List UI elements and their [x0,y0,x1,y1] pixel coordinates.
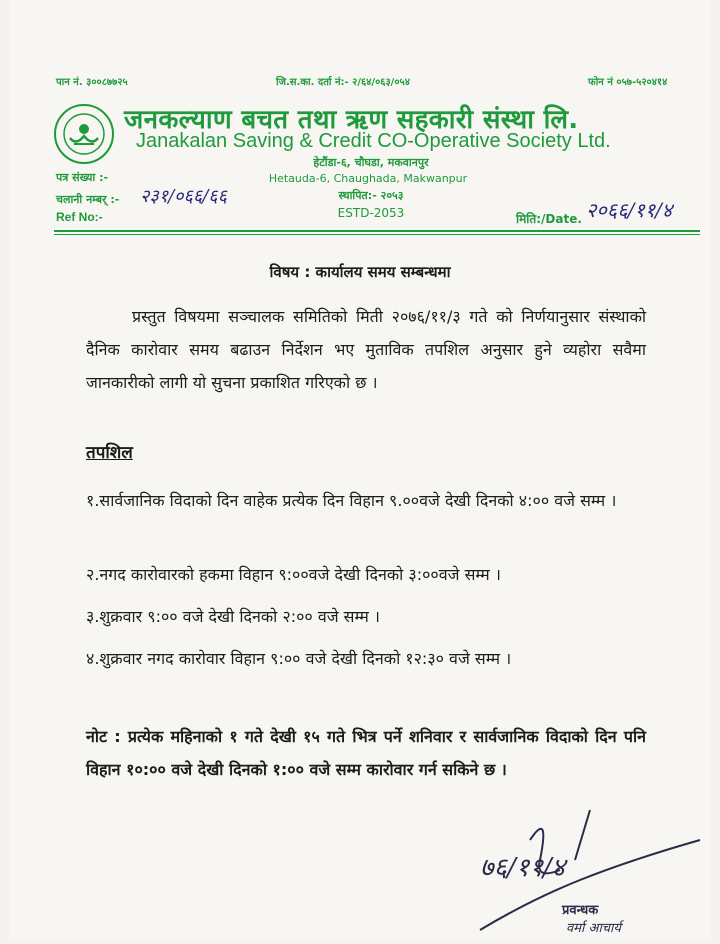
address-nepali: हेटौंडा-६, चौघडा, मकवानपुर [313,156,429,169]
intro-paragraph: प्रस्तुत विषयमा सञ्चालक समितिको मिती २०७६/११/३ गते को निर्णयानुसार संस्थाको दैनिक कारोवार समय बढाउन निर्देशन भए मुताविक तपशिल अनुसार हुने व्यहोरा सवैमा जानकारीको लागी यो सुचना प्रकाशित गरिएको छ । [86,307,646,392]
cooperative-logo-icon [54,104,114,164]
list-item: १.सार्वजानिक विदाको दिन वाहेक प्रत्येक दिन विहान ९.००वजे देखी दिनको ४:०० वजे सम्म । [86,491,617,510]
date-label: मिति:/Date. [516,212,582,226]
letter-number-label: पत्र संख्या :- [56,171,109,184]
signature-block [470,800,710,940]
header-divider [54,230,700,232]
organization-name-nepali: जनकल्याण बचत तथा ऋण सहकारी संस्था लि. [124,105,579,135]
details-heading: तपशिल [86,443,133,463]
signatory-name: वर्मा आचार्य [566,921,621,936]
signature-date: ७६/११/४ [480,853,566,883]
note-paragraph: नोट : प्रत्येक महिनाको १ गते देखी १५ गते भित्र पर्ने शनिवार र सार्वजानिक विदाको दिन पनि विहान १०:०० वजे देखी दिनको १:०० वजे सम्म कारोवार गर्न सकिने छ । [86,727,646,779]
phone-number: फोन नं ०५७-५२०४१४ [588,77,668,88]
address-english: Hetauda-6, Chaughada, Makwanpur [268,172,468,185]
list-item: २.नगद कारोवारको हकमा विहान ९:००वजे देखी दिनको ३:००वजे सम्म । [86,565,501,584]
dispatch-number-value: २३१/०६६/६६ [140,186,228,207]
dispatch-number-label: चलानी नम्बर् :- [56,193,120,206]
header-divider-thin [54,234,700,235]
established-nepali: स्थापित:- २०५३ [338,189,404,202]
established-english: ESTD-2053 [337,206,405,220]
list-item: ४.शुक्रवार नगद कारोवार विहान ९:०० वजे देखी दिनको १२:३० वजे सम्म । [86,649,512,668]
pan-number: पान नं. ३००८७७२५ [56,77,128,88]
list-item: ३.शुक्रवार ९:०० वजे देखी दिनको २:०० वजे सम्म । [86,607,380,626]
ref-number-label: Ref No:- [56,210,103,224]
registration-number: जि.स.का. दर्ता नं:- २/६४/०६३/०५४ [276,77,410,88]
signatory-role: प्रवन्धक [562,903,599,918]
organization-name-english: Janakalan Saving & Credit CO-Operative Society Ltd. [136,130,611,152]
subject-line: विषय : कार्यालय समय सम्बन्धमा [269,263,451,281]
date-value: २०६६/११/४ [586,198,673,222]
